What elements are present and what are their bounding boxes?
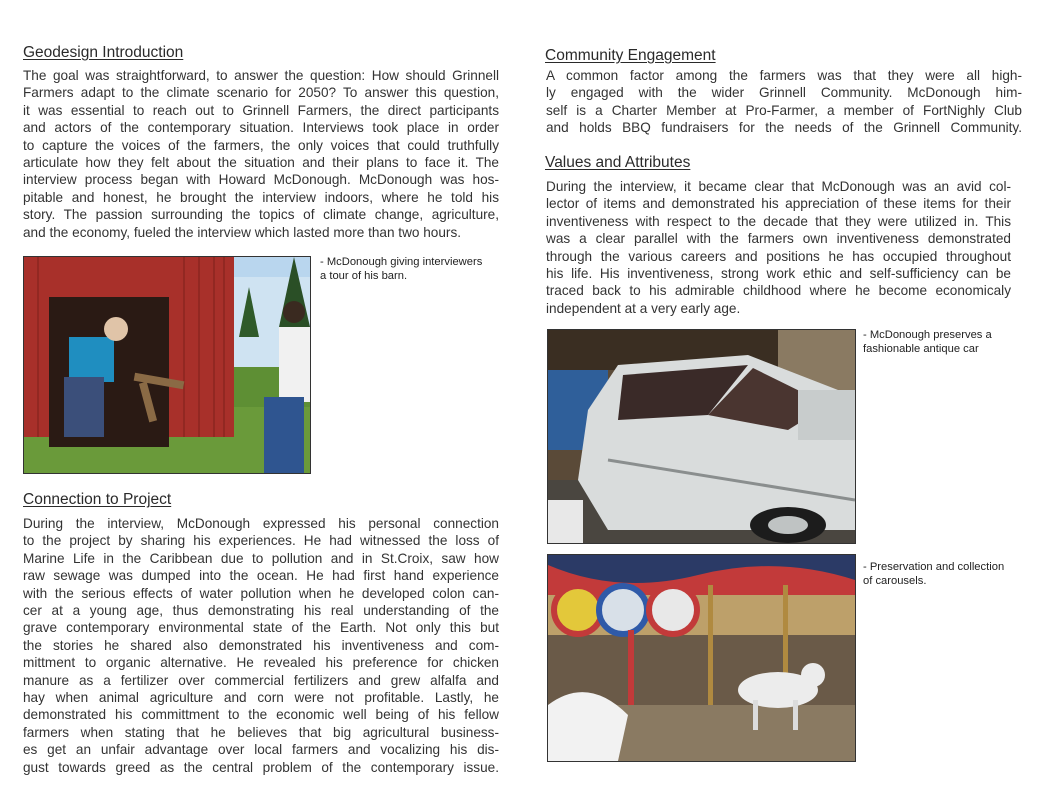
- text-line: es get an unfair advantage over local farmers and vocalizing his dis-: [23, 742, 499, 758]
- text-line: it was essential to reach out to Grinnell Farmers, the direct participants: [23, 102, 499, 118]
- text-line: Farmers adapt to the climate scenario for 2050? To answer this question,: [23, 85, 499, 101]
- text-line: During the interview, it became clear that McDonough was an avid col-: [546, 179, 1011, 194]
- caption-line: - McDonough preserves a: [863, 329, 992, 341]
- text-line: lector of items and demonstrated his appreciation of these items for their: [546, 196, 1011, 212]
- car-photo-caption: [863, 329, 992, 356]
- connection-heading: Connection to Project: [23, 491, 172, 508]
- geodesign-intro-heading: Geodesign Introduction: [23, 44, 184, 61]
- text-line: independent at a very early age.: [546, 300, 741, 316]
- text-line: ly engaged with the wider Grinnell Community. McDonough him-: [546, 85, 1022, 101]
- text-line: mittment to organic alternative. He revealed his preference for chicken: [23, 655, 499, 671]
- text-line: and the economy, fueled the interview which lasted more than two hours.: [23, 224, 462, 240]
- text-line: demonstrated his committment to the economic well being of his fellow: [23, 707, 499, 723]
- carousel-photo-caption: [863, 561, 1004, 588]
- text-line: manure as a fertilizer over commercial fertilizers and grew alfalfa and: [23, 672, 499, 688]
- text-line: During the interview, McDonough expressed his personal connection: [23, 516, 499, 531]
- text-line: raw sewage was dumped into the ocean. He had first hand experience: [23, 568, 499, 584]
- text-line: through the various careers and positions he has occupied throughout: [546, 248, 1011, 264]
- text-line: articulate how they felt about the situation and their plans to face it. The: [23, 155, 499, 171]
- text-line: grave contemporary environmental state of the Earth. Not only this but: [23, 620, 499, 636]
- values-attributes-heading: Values and Attributes: [545, 154, 691, 171]
- text-line: The goal was straightforward, to answer the question: How should Grinnell: [23, 68, 499, 83]
- geodesign-intro-paragraph: [23, 67, 499, 241]
- caption-line: a tour of his barn.: [320, 269, 408, 282]
- connection-paragraph: [23, 515, 499, 776]
- community-engagement-heading: Community Engagement: [545, 47, 716, 64]
- text-line: inventiveness with respect to the decade that they were utilized in. This: [546, 213, 1011, 229]
- text-line: A common factor among the farmers was that they were all high-: [546, 68, 1022, 83]
- text-line: his life. His inventiveness, strong work ethic and self-sufficiency can be: [546, 266, 1011, 282]
- text-line: to the project by sharing his experiences. He had witnessed the loss of: [23, 533, 499, 549]
- text-line: farmers when stating that he believes that big agricultural business-: [23, 724, 499, 740]
- text-line: story. The passion surrounding the topics of climate change, agriculture,: [23, 207, 499, 223]
- community-engagement-paragraph: [546, 67, 1022, 137]
- caption-line: fashionable antique car: [863, 342, 979, 355]
- text-line: was a clear parallel with the farmers own inventiveness demonstrated: [546, 231, 1011, 247]
- values-attributes-paragraph: [546, 178, 1011, 317]
- caption-line: - Preservation and collection: [863, 561, 1005, 573]
- text-line: hay when animal agriculture and corn were not profitable. Lastly, he: [23, 690, 499, 706]
- text-line: cer at a young age, thus demonstrating his real understanding of the: [23, 603, 499, 619]
- text-line: to capture the voices of the farmers, the only voices that could truthfully: [23, 137, 499, 153]
- text-line: the stories he shared also demonstrated his inventiveness and com-: [23, 637, 499, 653]
- antique-car-photo: [547, 329, 856, 544]
- carousel-photo: [547, 554, 856, 762]
- text-line: Marine Life in the Caribbean due to pollution and in St.Croix, saw how: [23, 550, 499, 566]
- text-line: gust towards greed as the central problem of the contemporary issue.: [23, 759, 499, 775]
- text-line: with the serious effects of water pollution when he developed colon can-: [23, 585, 499, 601]
- text-line: traced back to his admirable childhood where he become economicaly: [546, 283, 1011, 299]
- text-line: interview process began with Howard McDonough. McDonough was hos-: [23, 172, 499, 188]
- caption-line: - McDonough giving interviewers: [320, 256, 483, 268]
- text-line: self is a Charter Member at Pro-Farmer, a member of FortNighly Club: [546, 102, 1022, 118]
- text-line: and holds BBQ fundraisers for the needs of the Grinnell Community.: [546, 120, 1022, 136]
- caption-line: of carousels.: [863, 574, 927, 587]
- barn-photo-caption: [320, 256, 482, 283]
- text-line: pitable and honest, he brought the interview indoors, where he told his: [23, 189, 499, 205]
- text-line: and actors of the contemporary situation. Interviews took place in order: [23, 120, 499, 136]
- barn-photo: [23, 256, 311, 474]
